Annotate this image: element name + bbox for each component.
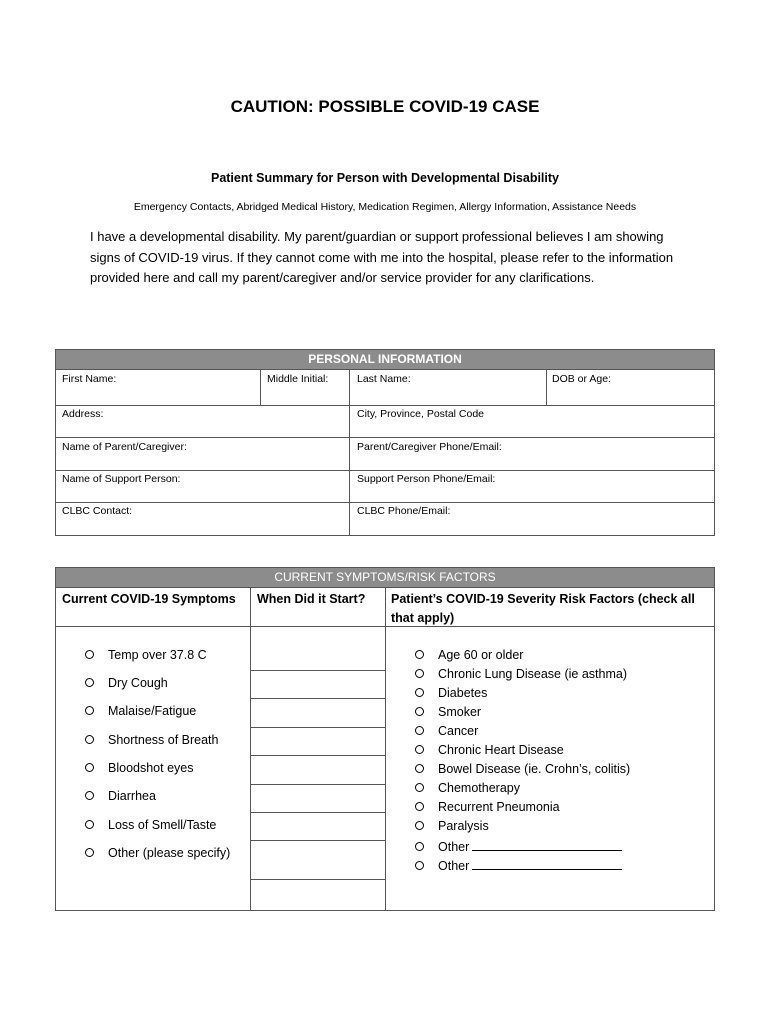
risk-other-1[interactable]: Other <box>415 838 622 854</box>
symptom-bloodshot-eyes[interactable]: Bloodshot eyes <box>85 761 193 775</box>
risk-other-2[interactable]: Other <box>415 857 622 873</box>
checkbox-circle-icon[interactable] <box>415 650 424 659</box>
checkbox-circle-icon[interactable] <box>85 735 94 744</box>
risk-smoker[interactable]: Smoker <box>415 705 481 719</box>
checkbox-circle-icon[interactable] <box>415 688 424 697</box>
checkbox-circle-icon[interactable] <box>85 678 94 687</box>
start-date-input[interactable] <box>251 627 384 669</box>
personal-info-header: PERSONAL INFORMATION <box>56 350 714 369</box>
risk-bowel-disease[interactable]: Bowel Disease (ie. Crohn’s, colitis) <box>415 762 630 776</box>
risk-recurrent-pneumonia[interactable]: Recurrent Pneumonia <box>415 800 560 814</box>
other-blank-line[interactable] <box>472 857 622 870</box>
checkbox-circle-icon[interactable] <box>85 650 94 659</box>
form-scope-line: Emergency Contacts, Abridged Medical History, Medication Regimen, Allergy Information, Assistance Needs <box>133 201 637 213</box>
checkbox-circle-icon[interactable] <box>415 745 424 754</box>
risk-factors-column-header: Patient’s COVID-19 Severity Risk Factors (check all that apply) <box>391 592 695 625</box>
checkbox-circle-icon[interactable] <box>415 669 424 678</box>
checkbox-circle-icon[interactable] <box>415 707 424 716</box>
symptom-temp[interactable]: Temp over 37.8 C <box>85 648 207 662</box>
last-name-field[interactable]: Last Name: <box>357 373 411 385</box>
symptoms-header: CURRENT SYMPTOMS/RISK FACTORS <box>56 568 714 587</box>
personal-information-table <box>55 349 715 536</box>
start-column-header: When Did it Start? <box>257 592 366 606</box>
checkbox-circle-icon[interactable] <box>415 802 424 811</box>
checkbox-circle-icon[interactable] <box>415 861 424 870</box>
risk-chronic-lung[interactable]: Chronic Lung Disease (ie asthma) <box>415 667 627 681</box>
first-name-field[interactable]: First Name: <box>62 373 117 385</box>
dob-age-field[interactable]: DOB or Age: <box>552 373 611 385</box>
checkbox-circle-icon[interactable] <box>415 783 424 792</box>
symptom-malaise[interactable]: Malaise/Fatigue <box>85 704 196 718</box>
risk-diabetes[interactable]: Diabetes <box>415 686 487 700</box>
page-title: CAUTION: POSSIBLE COVID-19 CASE <box>230 97 540 116</box>
symptom-shortness-breath[interactable]: Shortness of Breath <box>85 733 218 747</box>
checkbox-circle-icon[interactable] <box>85 848 94 857</box>
symptom-other[interactable]: Other (please specify) <box>85 846 230 860</box>
parent-name-field[interactable]: Name of Parent/Caregiver: <box>62 441 187 453</box>
risk-chronic-heart[interactable]: Chronic Heart Disease <box>415 743 564 757</box>
clbc-phone-field[interactable]: CLBC Phone/Email: <box>357 505 451 517</box>
risk-chemotherapy[interactable]: Chemotherapy <box>415 781 520 795</box>
checkbox-circle-icon[interactable] <box>85 706 94 715</box>
symptom-dry-cough[interactable]: Dry Cough <box>85 676 168 690</box>
checkbox-circle-icon[interactable] <box>415 726 424 735</box>
risk-cancer[interactable]: Cancer <box>415 724 478 738</box>
symptom-loss-smell[interactable]: Loss of Smell/Taste <box>85 818 216 832</box>
checkbox-circle-icon[interactable] <box>85 791 94 800</box>
checkbox-circle-icon[interactable] <box>85 820 94 829</box>
support-person-name-field[interactable]: Name of Support Person: <box>62 473 181 485</box>
intro-paragraph: I have a developmental disability. My parent/guardian or support professional believes I am showing signs of COVID-19 virus. If they cannot come with me into the hospital, please refer to the information provided here and call my parent/caregiver and/or service provider for any clarifications. <box>90 229 674 285</box>
symptoms-column-header: Current COVID-19 Symptoms <box>62 592 236 606</box>
form-subtitle: Patient Summary for Person with Developmental Disability <box>210 171 559 185</box>
checkbox-circle-icon[interactable] <box>85 763 94 772</box>
middle-initial-field[interactable]: Middle Initial: <box>267 373 329 385</box>
risk-paralysis[interactable]: Paralysis <box>415 819 489 833</box>
city-province-postal-field[interactable]: City, Province, Postal Code <box>357 408 485 420</box>
checkbox-circle-icon[interactable] <box>415 842 424 851</box>
other-blank-line[interactable] <box>472 838 622 851</box>
parent-phone-field[interactable]: Parent/Caregiver Phone/Email: <box>357 441 502 453</box>
symptom-diarrhea[interactable]: Diarrhea <box>85 789 156 803</box>
support-person-phone-field[interactable]: Support Person Phone/Email: <box>357 473 496 485</box>
checkbox-circle-icon[interactable] <box>415 821 424 830</box>
symptoms-risk-table <box>55 567 715 911</box>
clbc-contact-field[interactable]: CLBC Contact: <box>62 505 133 517</box>
risk-age-60[interactable]: Age 60 or older <box>415 648 523 662</box>
address-field[interactable]: Address: <box>62 408 104 420</box>
checkbox-circle-icon[interactable] <box>415 764 424 773</box>
